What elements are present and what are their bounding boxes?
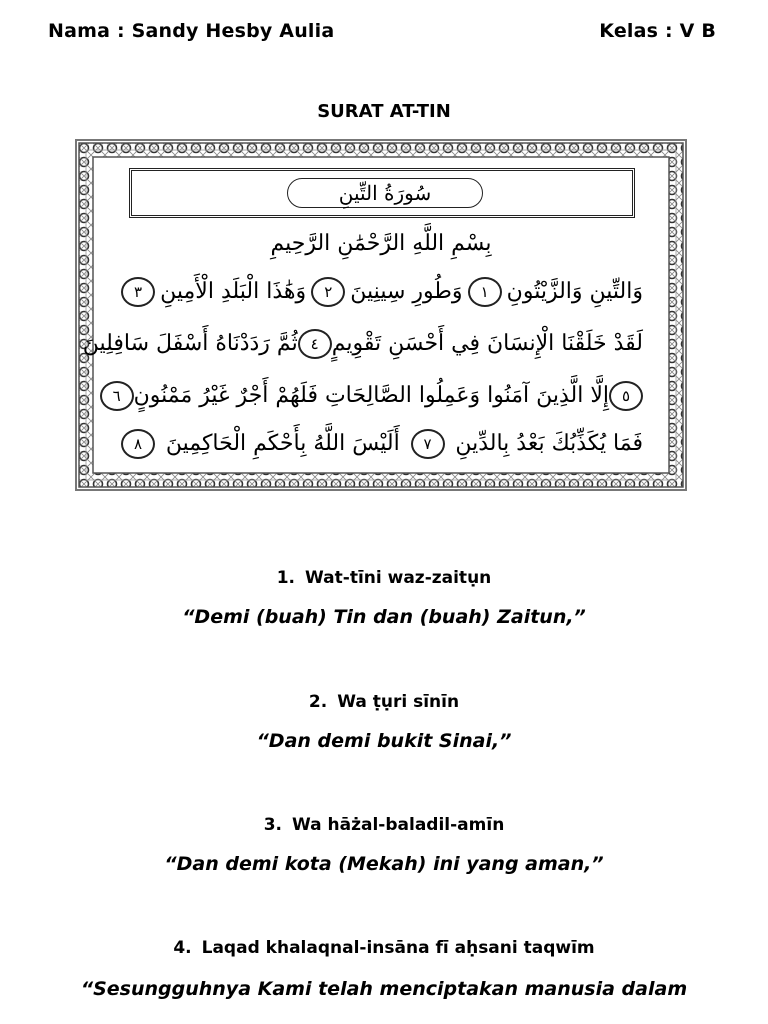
verse-number: 3. xyxy=(263,815,282,835)
verse-1-heading xyxy=(0,568,768,588)
ayah-number-marker: ٤ xyxy=(298,329,332,359)
quran-page-image xyxy=(75,139,687,491)
verse-1-translation: “Demi (buah) Tin dan (buah) Zaitun,” xyxy=(182,606,586,628)
ayah-line-2 xyxy=(82,327,643,361)
ayah-number-marker: ٢ xyxy=(311,277,345,307)
verse-transliteration: Wat-tīni waz-zaitụn xyxy=(305,568,492,588)
ayah-number-marker: ٨ xyxy=(121,429,155,459)
verse-number: 4. xyxy=(173,938,192,958)
verse-transliteration: Laqad khalaqnal-insāna fī aḥsani taqwīm xyxy=(201,938,595,958)
ayah-line-4 xyxy=(121,427,643,461)
ayah-text: فَمَا يُكَذِّبُكَ بَعْدُ بِالدِّينِ xyxy=(455,431,643,456)
verse-4-translation: “Sesungguhnya Kami telah menciptakan manusia dalam xyxy=(80,978,688,1000)
student-name: Nama : Sandy Hesby Aulia xyxy=(48,20,335,42)
ayah-number-marker: ٦ xyxy=(100,381,134,411)
surah-title: سُورَةُ التِّينِ xyxy=(287,178,483,208)
verse-number: 2. xyxy=(308,692,328,712)
ayah-text: وَالتِّينِ وَالزَّيْتُونِ xyxy=(506,279,643,304)
basmala: بِسْمِ اللَّهِ الرَّحْمَٰنِ الرَّحِيمِ xyxy=(270,231,492,256)
verse-4-heading xyxy=(0,938,768,958)
ayah-text: إِلَّا الَّذِينَ آمَنُوا وَعَمِلُوا الصَّالِحَاتِ فَلَهُمْ أَجْرٌ غَيْرُ مَمْنُونٍ xyxy=(133,383,609,408)
ayah-text: ثُمَّ رَدَدْنَاهُ أَسْفَلَ سَافِلِينَ xyxy=(82,331,298,356)
verse-transliteration: Wa ṭụri sīnīn xyxy=(337,692,460,712)
ayah-line-1 xyxy=(121,275,643,309)
ayah-text: أَلَيْسَ اللَّهُ بِأَحْكَمِ الْحَاكِمِينَ xyxy=(165,431,400,456)
ayah-number-marker: ٣ xyxy=(121,277,155,307)
ayah-number-marker: ٧ xyxy=(411,429,445,459)
ayah-line-3 xyxy=(112,379,643,413)
page-title: SURAT AT-TIN xyxy=(317,101,451,122)
surah-banner xyxy=(129,168,635,218)
verse-2-translation: “Dan demi bukit Sinai,” xyxy=(256,730,512,752)
ayah-text: وَطُورِ سِينِينَ xyxy=(350,279,463,304)
ayah-text: وَهَٰذَا الْبَلَدِ الْأَمِينِ xyxy=(160,279,307,304)
student-class: Kelas : V B xyxy=(599,20,716,42)
verse-3-translation: “Dan demi kota (Mekah) ini yang aman,” xyxy=(164,853,604,875)
ayah-number-marker: ٥ xyxy=(609,381,643,411)
ayah-text: لَقَدْ خَلَقْنَا الْإِنسَانَ فِي أَحْسَنِ تَقْوِيمٍ xyxy=(331,331,643,356)
verse-transliteration: Wa hāżal-baladil-amīn xyxy=(292,815,505,835)
verse-number: 1. xyxy=(276,568,296,588)
verse-2-heading xyxy=(0,692,768,712)
ayah-number-marker: ١ xyxy=(468,277,502,307)
verse-3-heading xyxy=(0,815,768,835)
